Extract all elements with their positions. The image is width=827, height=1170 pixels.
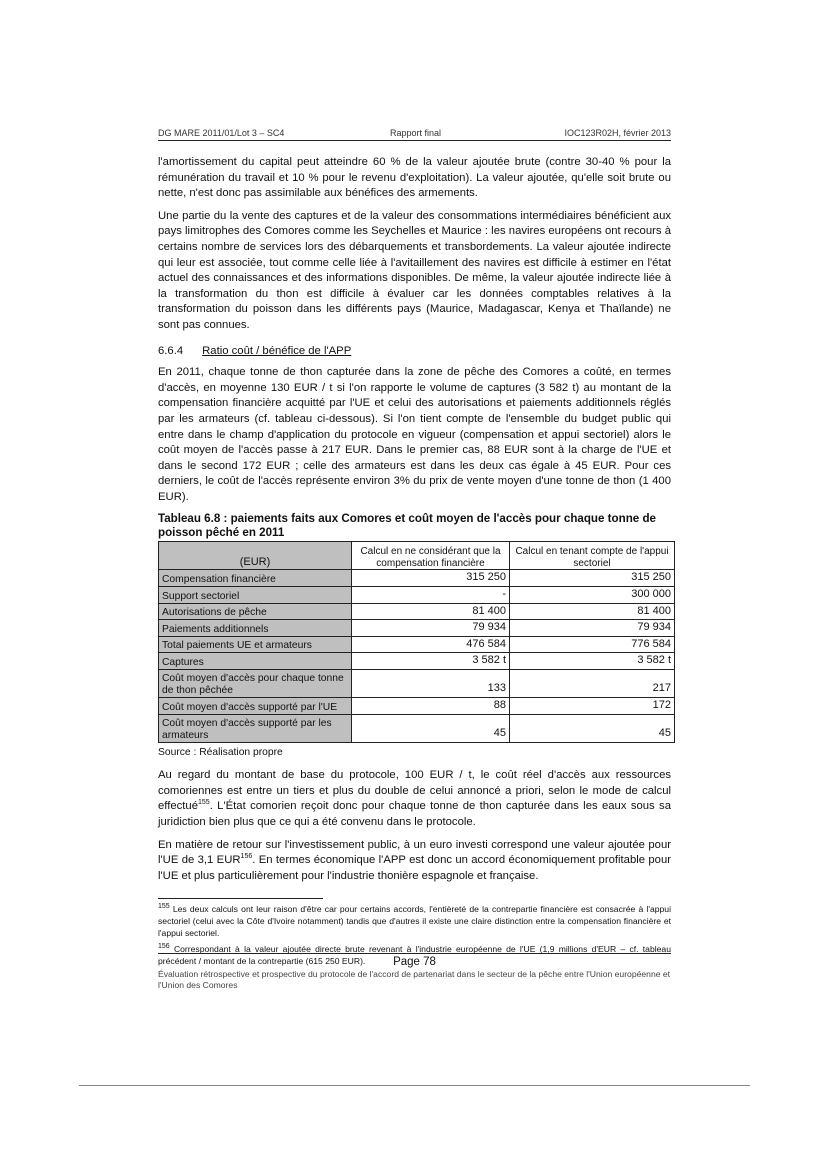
row-label: Support sectoriel (159, 587, 352, 604)
paragraph-text: . En termes économique l'APP est donc un accord économiquement profitable pour l'UE et plus particulièrement pour l'industrie thonière espagnole et française. (158, 854, 671, 882)
page-number: Page 78 (393, 956, 436, 968)
table-row (159, 670, 675, 698)
paragraph-text: En matière de retour sur l'investissement public, à un euro investi correspond une valeur ajoutée pour l'UE de 3,1 EUR (158, 838, 671, 867)
footer-rule (158, 953, 671, 954)
table-row (159, 698, 675, 715)
table-row (159, 636, 675, 653)
footnote-text: Les deux calculs ont leur raison d'être car pour certains accords, l'entièreté de la contrepartie financière est consacrée à l'appui sectoriel (celui avec la Côte d'Ivoire notamment) tandis que d'autres il existe une claire distinction entre la compensation financière et l'appui sectoriel. (158, 904, 671, 939)
section-title: Ratio coût / bénéfice de l'APP (202, 344, 352, 357)
header-document-id: IOC123R02H, février 2013 (564, 128, 671, 138)
row-value-col1: 79 934 (352, 620, 510, 637)
footnote-ref-156: 156 (240, 853, 253, 861)
row-value-col2: 81 400 (510, 603, 675, 620)
row-value-col1: - (352, 587, 510, 604)
footer-description: Évaluation rétrospective et prospective du protocole de l'accord de partenariat dans le secteur de la pêche entre l'Union européenne et l'Union des Comores (158, 969, 671, 990)
paragraph: l'amortissement du capital peut atteindre 60 % de la valeur ajoutée brute (contre 30-40 % pour la rémunération du travail et 10 % pour le revenu d'exploitation). La valeur ajoutée, qu'elle soit brute ou nette, n'est donc pas assimilable aux bénéfices des armements. (158, 156, 671, 200)
row-value-col2: 79 934 (510, 620, 675, 637)
section-number: 6.6.4 (158, 344, 184, 357)
row-label: Compensation financière (159, 570, 352, 587)
table-row (159, 653, 675, 670)
row-value-col2: 3 582 t (510, 653, 675, 670)
paragraph: En 2011, chaque tonne de thon capturée dans la zone de pêche des Comores a coûté, en termes d'accès, en moyenne 130 EUR / t si l'on rapporte le volume de captures (3 582 t) au montant de la compensation financière acquitté par l'UE et celui des autorisations et paiements additionnels réglés par les armateurs (cf. tableau ci-dessous). Si l'on tient compte de l'ensemble du budget public qui entre dans le champ d'application du protocole en vigueur (compensation et appui sectoriel) alors le coût moyen de l'accès passe à 217 EUR. Dans le premier cas, 88 EUR sont à la charge de l'UE et dans le second 172 EUR ; celle des armateurs est dans les deux cas égale à 45 EUR. Pour ces derniers, le coût de l'accès représente environ 3% du prix de vente moyen d'une tonne de thon (1 400 EUR). (158, 366, 671, 503)
row-value-col1: 315 250 (352, 570, 510, 587)
page-body (158, 155, 671, 967)
row-label: Paiements additionnels (159, 620, 352, 637)
table-row (159, 603, 675, 620)
table-header-col2: Calcul en tenant compte de l'appui sectoriel (510, 542, 675, 570)
paragraph (158, 838, 671, 885)
row-value-col2: 217 (510, 670, 675, 698)
paragraph-text: Au regard du montant de base du protocole, 100 EUR / t, le coût réel d'accès aux ressources comoriennes est entre un tiers et plus du double de celui annoncé a priori, selon le mode de calcul effectué (158, 769, 671, 813)
row-value-col1: 3 582 t (352, 653, 510, 670)
section-heading (158, 344, 671, 360)
footnote-text: Correspondant à la valeur ajoutée directe brute revenant à l'industrie européenne de l'UE (1,9 millions d'EUR – cf. tableau précédent / montant de la contrepartie (615 250 EUR). (158, 944, 671, 967)
table-row (159, 620, 675, 637)
row-value-col1: 88 (352, 698, 510, 715)
table-row (159, 587, 675, 604)
footnote-number: 156 (158, 943, 170, 951)
row-value-col1: 476 584 (352, 636, 510, 653)
row-value-col1: 81 400 (352, 603, 510, 620)
payments-table (158, 541, 675, 742)
row-value-col2: 300 000 (510, 587, 675, 604)
page-footer (158, 953, 671, 991)
row-label: Coût moyen d'accès supporté par l'UE (159, 698, 352, 715)
row-value-col2: 45 (510, 714, 675, 742)
header-report-type: Rapport final (390, 128, 442, 138)
page-bottom-divider (79, 1085, 750, 1086)
page-header (158, 128, 671, 141)
header-reference: DG MARE 2011/01/Lot 3 – SC4 (158, 128, 285, 138)
row-value-col2: 776 584 (510, 636, 675, 653)
row-label: Autorisations de pêche (159, 603, 352, 620)
row-value-col1: 45 (352, 714, 510, 742)
row-label: Captures (159, 653, 352, 670)
table-caption: Tableau 6.8 : paiements faits aux Comores et coût moyen de l'accès pour chaque tonne de poisson pêché en 2011 (158, 512, 656, 540)
paragraph: Une partie du la vente des captures et de la valeur des consommations intermédiaires bénéficient aux pays limitrophes des Comores comme les Seychelles et Maurice : les navires européens ont recours à certains nombre de services lors des débarquements et transbordements. La valeur ajoutée indirecte qui leur est associée, tout comme celle liée à l'avitaillement des navires est difficile à estimer en l'état actuel des connaissances et des informations disponibles. De même, la valeur ajoutée indirecte liée à la transformation du thon est difficile à évaluer car les données comptables relatives à la transformation du poisson dans les différents pays (Maurice, Madagascar, Kenya et Thaïlande) ne sont pas connues. (158, 209, 671, 331)
footnote (158, 903, 671, 939)
table-source: Source : Réalisation propre (158, 746, 283, 758)
footnote-ref-155: 155 (198, 799, 210, 807)
paragraph-text: . L'État comorien reçoit donc pour chaque tonne de thon capturée dans les eaux sous sa juridiction bien plus que ce qui a été convenu dans le protocole. (158, 800, 671, 828)
footnote-separator (158, 898, 323, 899)
row-value-col2: 172 (510, 698, 675, 715)
row-value-col1: 133 (352, 670, 510, 698)
table-header-col1: Calcul en ne considérant que la compensation financière (352, 542, 510, 570)
row-label: Total paiements UE et armateurs (159, 636, 352, 653)
row-label: Coût moyen d'accès supporté par les armateurs (159, 714, 352, 742)
table-header-row (159, 542, 675, 570)
table-row (159, 714, 675, 742)
table-header-unit: (EUR) (159, 542, 352, 570)
table-row (159, 570, 675, 587)
footnote-number: 155 (158, 903, 170, 911)
row-label: Coût moyen d'accès pour chaque tonne de thon pêchée (159, 670, 352, 698)
row-value-col2: 315 250 (510, 570, 675, 587)
paragraph (158, 768, 671, 830)
